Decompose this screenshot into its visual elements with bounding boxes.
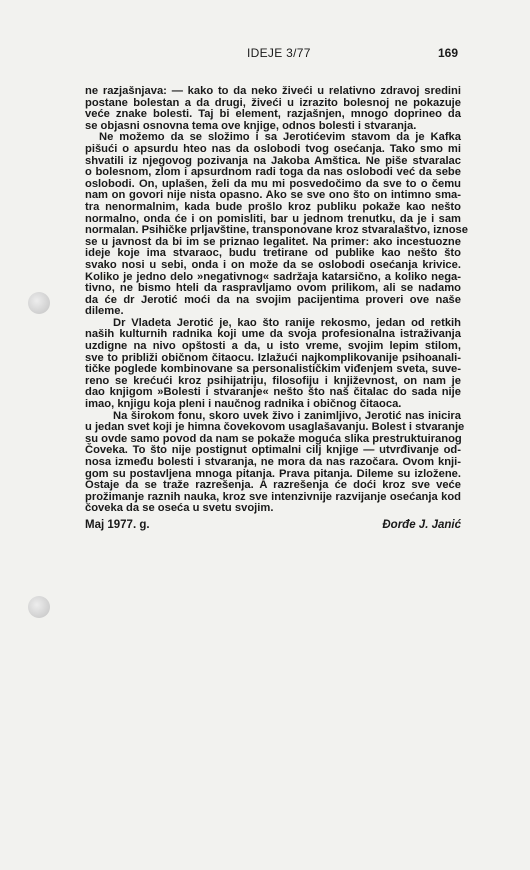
text-line: da će dr Jerotić moći da na svojim pacijentima proveri ove naše (85, 293, 461, 306)
text-line: dileme. (85, 305, 124, 318)
text-line: Koliko je jedno delo »negativnog« sadržaja katarsično, a koliko nega- (85, 270, 461, 283)
text-line: svako nosi u sebi, onda i on može da se oslobodi osećanja krivice. (85, 258, 461, 271)
text-line: tra nenormalnim, kada bude prošlo kroz publiku pokaže kao nešto (85, 200, 461, 213)
text-line: normalan. Psihičke prljavštine, transponovane kroz stvaralaštvo, iznose (85, 224, 468, 237)
text-line: Ne možemo da se složimo i sa Jerotićevim stavom da je Kafka (99, 131, 461, 144)
text-line: su ovde samo povod da nam se pokaže moguća slika prestruktuiranog (85, 432, 462, 445)
text-line: sve to približi običnom čitaocu. Izlažući najkomplikovanije psihoanali- (85, 351, 461, 364)
punch-hole (28, 596, 50, 618)
text-line: ideje koje ima stvaraoc, budu tretirane od publike kao nešto što (85, 247, 461, 260)
text-line: Na širokom fonu, skoro uvek živo i zanimljivo, Jerotić nas inicira (113, 409, 461, 422)
text-line: u jedan svet koji je himna čovekovom usaglašavanju. Bolest i stvaranje (85, 421, 465, 434)
text-line: veće znake bolesti. Taj bi element, razjašnjen, mnogo doprineo da (85, 108, 461, 121)
running-header (0, 46, 530, 66)
text-line: pišući o apsurdu hteo nas da oslobodi tvog osećanja. Tako smo mi (85, 142, 461, 155)
text-line: uzdigne na nivo opštosti a da, u isto vreme, svojim lepim stilom, (85, 340, 461, 353)
text-line: čoveka da se oseća u svetu svojim. (85, 502, 274, 515)
text-line: tivno, ne bismo hteli da raspravljamo ovom prilikom, ali se nadamo (85, 282, 461, 295)
text-line: o bolesnom, zlom i apsurdnom radi toga da nas oslobodi već da sebe (85, 166, 461, 179)
text-line: gom su postavljena mnoga pitanja. Prava pitanja. Dileme su izložene. (85, 467, 461, 480)
text-line: se objasni osnovna tema ove knjige, odnos bolesti i stvaranja. (85, 119, 417, 132)
text-line: tičke poglede kombinovane sa personalističkim viđenjem sveta, suve- (85, 363, 461, 376)
signoff-date: Maj 1977. g. (85, 519, 150, 531)
journal-title: IDEJE 3/77 (247, 46, 311, 60)
text-line: shvatili iz njegovog pozivanja na Jakoba Amštica. Ne piše stvaralac (85, 154, 461, 167)
text-line: naših kulturnih radnika koji ume da svoja profesionalna istraživanja (85, 328, 461, 341)
article-body (85, 85, 468, 515)
text-line: ne razjašnjava: — kako to da neko živeći u relativno zdravoj sredini (85, 85, 461, 97)
text-line: Ostaje da se traže razrešenja. A razrešenja će doći kroz sve veće (85, 479, 461, 492)
text-line: Dr Vladeta Jerotić je, kao što ranije rekosmo, jedan od retkih (113, 316, 461, 329)
text-line: nosa između bolesti i stvaranja, ne mora da nas razočara. Ovom knji- (85, 456, 461, 468)
punch-hole (28, 292, 50, 314)
signoff (85, 519, 461, 533)
signoff-author: Đorđe J. Janić (382, 519, 461, 531)
page-number: 169 (438, 46, 459, 60)
text-line: nam on govori nije nista opasno. Ako se sve ono što on intimno sma- (85, 189, 461, 202)
text-line: dao knjigom »Bolesti i stvaranje« nešto što naš čitalac do sada nije (85, 386, 461, 399)
text-line: postane bolestan a da drugi, živeći u izrazito bolesnoj ne pokazuje (85, 96, 461, 109)
text-line: prožimanje raznih nauka, kroz sve intenzivnije razvijanje osećanja kod (85, 490, 461, 503)
text-line: normalno, onda će i on pomisliti, bar u jednom trenutku, da je i sam (85, 212, 461, 225)
text-line: Čoveka. To što nije postignut optimalni cilj knjige — utvrđivanje od- (85, 444, 461, 457)
text-line: se u javnost da bi im se priznao legalitet. Na primer: ako incestuozne (85, 235, 461, 248)
text-line: imao, knjigu koja pleni i naučnog radnika i običnog čitaoca. (85, 398, 402, 411)
text-line: reno se krećući kroz psihijatriju, filosofiju i književnost, on nam je (85, 374, 461, 387)
text-line: oslobodi. On, uplašen, želi da mu mi posvedočimo da sve to o čemu (85, 177, 461, 190)
